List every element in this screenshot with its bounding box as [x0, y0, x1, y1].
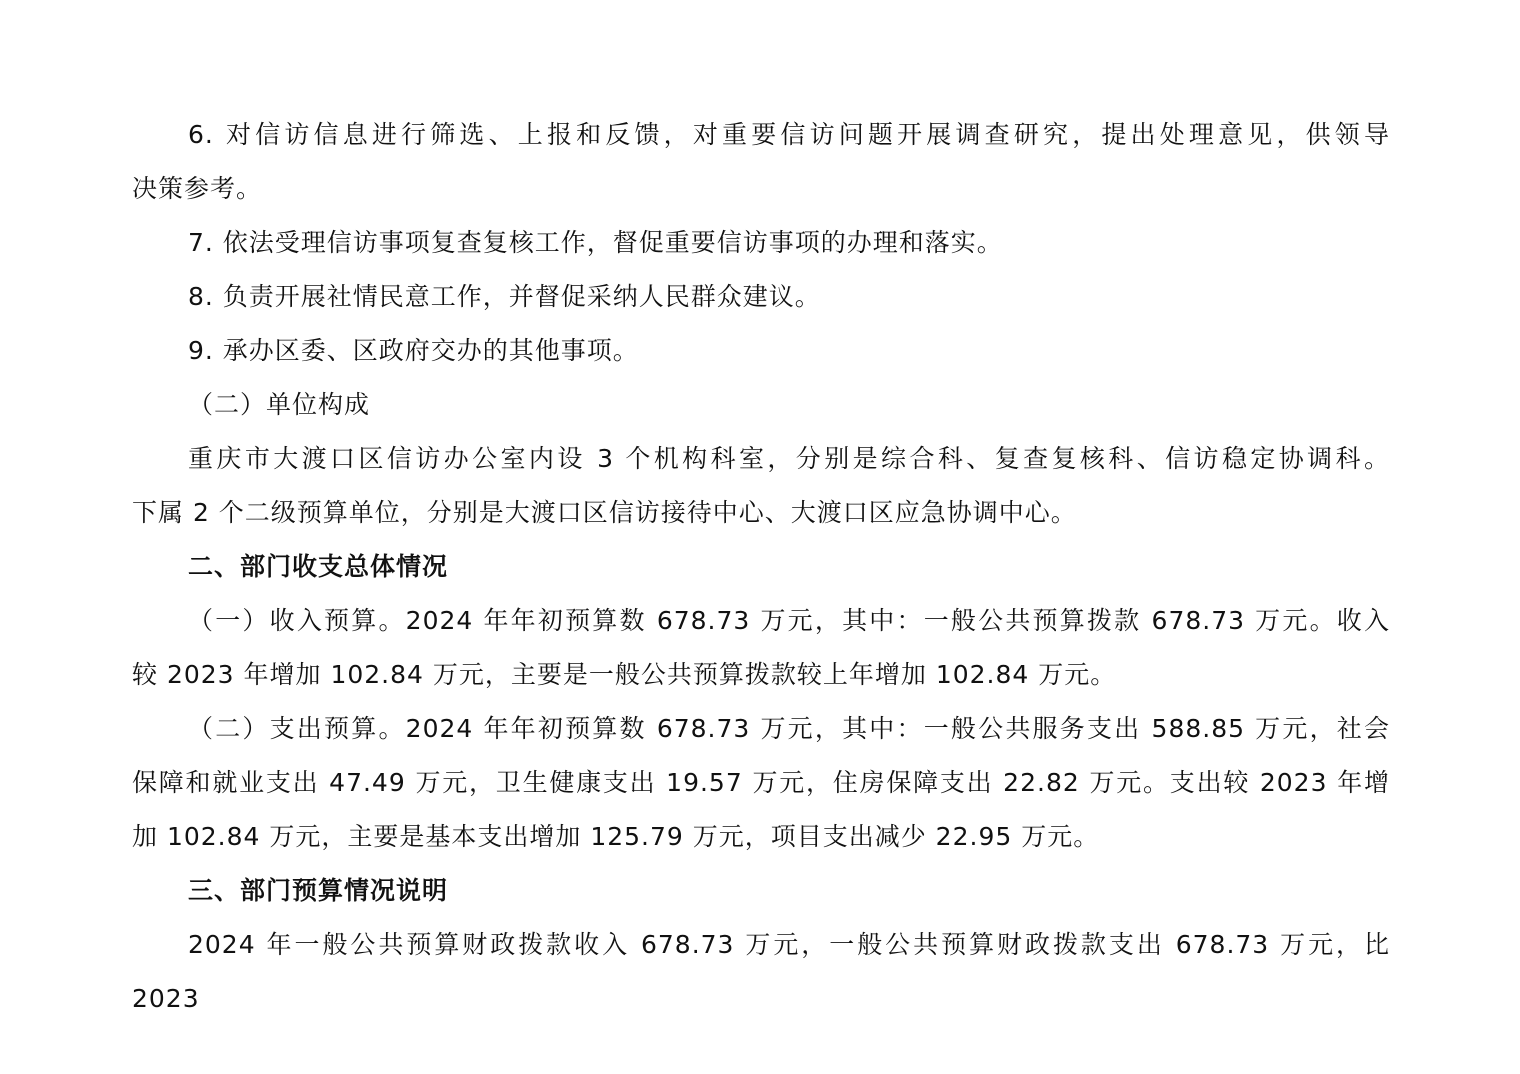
duty-item-9: 9. 承办区委、区政府交办的其他事项。 [188, 336, 639, 365]
duty-item-8: 8. 负责开展社情民意工作，并督促采纳人民群众建议。 [188, 282, 821, 311]
budget-explanation-line1: 2024 年一般公共预算财政拨款收入 678.73 万元，一般公共预算财政拨款支出 678.73 万元，比 2023 [132, 930, 1390, 1013]
section-heading-budget-explanation: 三、部门预算情况说明 [188, 876, 449, 905]
expense-budget-line1: （二）支出预算。2024 年年初预算数 678.73 万元，其中：一般公共服务支出 588.85 万元，社会 [188, 714, 1390, 743]
income-budget-line2: 较 2023 年增加 102.84 万元，主要是一般公共预算拨款较上年增加 102.84 万元。 [132, 660, 1117, 689]
duty-item-7: 7. 依法受理信访事项复查复核工作，督促重要信访事项的办理和落实。 [188, 228, 1003, 257]
expense-budget-line3: 加 102.84 万元，主要是基本支出增加 125.79 万元，项目支出减少 22.95 万元。 [132, 822, 1100, 851]
unit-composition-heading: （二）单位构成 [188, 390, 371, 419]
duty-item-6-line1: 6. 对信访信息进行筛选、上报和反馈，对重要信访问题开展调查研究，提出处理意见，供领导 [188, 120, 1390, 149]
section-heading-overall-revenue-expenditure: 二、部门收支总体情况 [188, 552, 449, 581]
unit-composition-line2: 下属 2 个二级预算单位，分别是大渡口区信访接待中心、大渡口区应急协调中心。 [132, 498, 1077, 527]
unit-composition-line1: 重庆市大渡口区信访办公室内设 3 个机构科室，分别是综合科、复查复核科、信访稳定协调科。 [188, 444, 1390, 473]
duty-item-6-line2: 决策参考。 [132, 174, 263, 203]
document-page [132, 108, 1390, 1026]
income-budget-line1: （一）收入预算。2024 年年初预算数 678.73 万元，其中：一般公共预算拨款 678.73 万元。收入 [188, 606, 1390, 635]
expense-budget-line2: 保障和就业支出 47.49 万元，卫生健康支出 19.57 万元，住房保障支出 22.82 万元。支出较 2023 年增 [132, 768, 1390, 797]
